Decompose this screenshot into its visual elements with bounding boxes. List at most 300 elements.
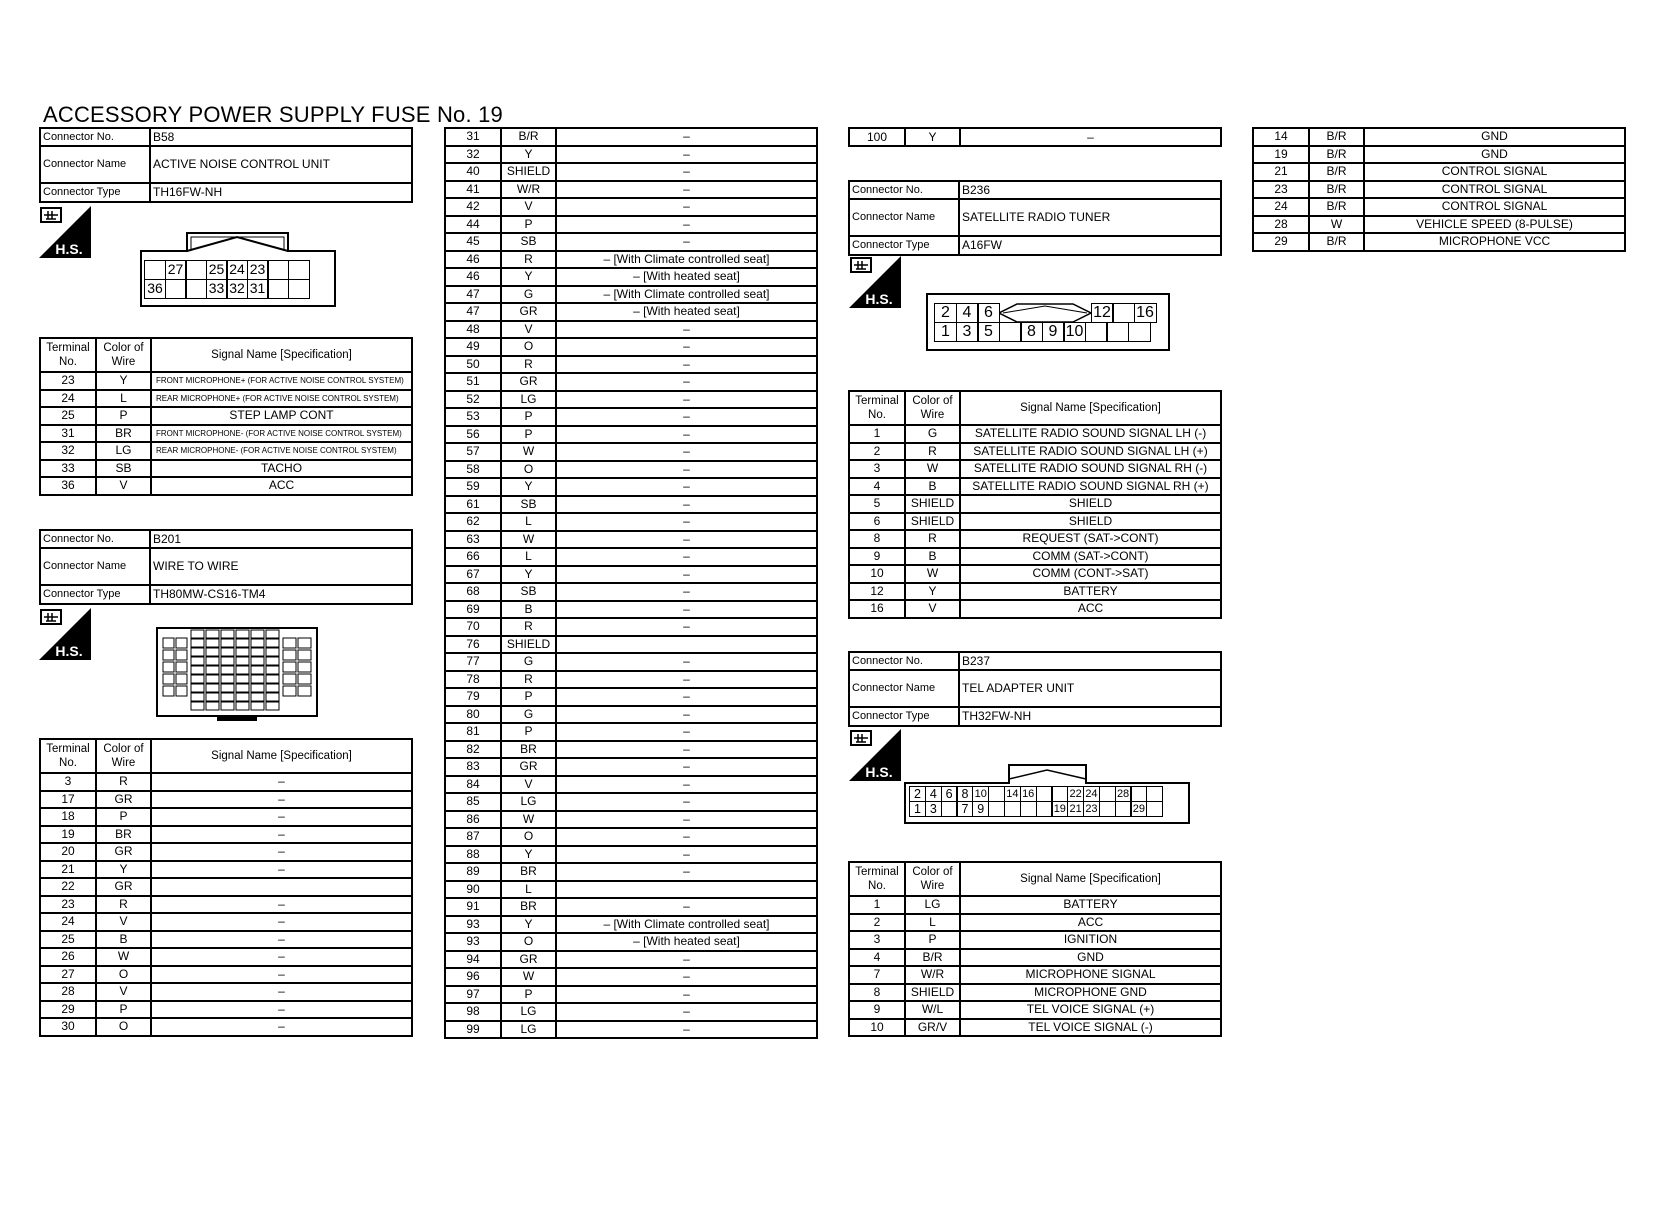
terminal-no: 24: [40, 390, 96, 408]
signal-name: –: [151, 948, 412, 966]
table-row: [849, 914, 1221, 932]
terminal-no: 66: [445, 548, 501, 566]
table-row: [445, 933, 817, 951]
terminal-no: 19: [40, 826, 96, 844]
pin-row-top: [934, 303, 1157, 323]
wire-color: P: [96, 407, 151, 425]
signal-name: –: [556, 1021, 817, 1039]
pin-cavity: [206, 657, 219, 665]
table-row: [445, 548, 817, 566]
signal-name: –: [556, 391, 817, 409]
wire-color: R: [501, 618, 556, 636]
terminal-no: 10: [849, 1019, 905, 1037]
pin-cavity: [206, 630, 219, 638]
terminal-no: 24: [40, 913, 96, 931]
signal-name: –: [556, 478, 817, 496]
signal-name: –: [556, 1003, 817, 1021]
terminal-no: 86: [445, 811, 501, 829]
connector-b236-face: [926, 293, 1170, 351]
signal-name: –: [556, 811, 817, 829]
signal-name: [151, 878, 412, 896]
table-row: [445, 233, 817, 251]
pin: [988, 786, 1005, 802]
terminal-no: 96: [445, 968, 501, 986]
signal-name: –: [960, 128, 1221, 146]
terminal-no: 42: [445, 198, 501, 216]
table-row: [445, 251, 817, 269]
terminal-no: 91: [445, 898, 501, 916]
pin-cavity: [191, 639, 204, 647]
signal-name: BATTERY: [960, 896, 1221, 914]
table-row: [445, 496, 817, 514]
signal-name: –: [556, 968, 817, 986]
pin-cavity: [236, 657, 249, 665]
pin-cavity: [191, 675, 204, 683]
table-row: [1253, 216, 1625, 234]
pin: 29: [1130, 801, 1147, 817]
table-row: [445, 356, 817, 374]
wire-color: LG: [501, 391, 556, 409]
signal-name: GND: [1364, 128, 1625, 146]
pin: 27: [165, 260, 187, 280]
terminal-no: 44: [445, 216, 501, 234]
terminal-no: 45: [445, 233, 501, 251]
pin: [1085, 322, 1108, 342]
signal-name: CONTROL SIGNAL: [1364, 163, 1625, 181]
table-row: [1253, 233, 1625, 251]
wire-color: GR: [501, 303, 556, 321]
connector-b236-info: [848, 180, 1222, 256]
table-row: [40, 843, 412, 861]
terminal-no: 58: [445, 461, 501, 479]
wire-color: V: [501, 776, 556, 794]
pin-cavity: [206, 693, 219, 701]
signal-name: –: [556, 688, 817, 706]
connector-no-value: B201: [150, 530, 412, 548]
hs-badge: H.S.: [55, 241, 83, 257]
wire-color: G: [501, 653, 556, 671]
pin: 33: [206, 279, 228, 299]
terminal-no: 23: [1253, 181, 1309, 199]
pin-row-top: [144, 260, 310, 280]
wire-color: B/R: [1309, 181, 1364, 199]
pin: [185, 260, 207, 280]
table-row: [1253, 146, 1625, 164]
connector-no-value: B237: [959, 652, 1221, 670]
pin: 23: [247, 260, 269, 280]
pin: [941, 801, 958, 817]
signal-name: –: [556, 671, 817, 689]
pin: 3: [925, 801, 942, 817]
pin: [1020, 801, 1037, 817]
wire-color: LG: [96, 442, 151, 460]
connector-name-value: WIRE TO WIRE: [150, 548, 412, 585]
signal-name: –: [556, 373, 817, 391]
pin-cavity: [191, 693, 204, 701]
table-row: [445, 321, 817, 339]
terminal-no: 7: [849, 966, 905, 984]
pin: 5: [977, 322, 1000, 342]
table-row: [445, 881, 817, 899]
wire-color: GR: [501, 951, 556, 969]
table-row: [445, 163, 817, 181]
signal-name: – [With Climate controlled seat]: [556, 251, 817, 269]
wire-color: SHIELD: [905, 495, 960, 513]
table-row: [445, 1003, 817, 1021]
terminal-no: 59: [445, 478, 501, 496]
pin: [1099, 786, 1116, 802]
table-row: [445, 776, 817, 794]
terminal-no: 69: [445, 601, 501, 619]
pin-cavity: [298, 662, 311, 672]
terminal-no: 3: [40, 773, 96, 791]
terminal-no: 8: [849, 530, 905, 548]
pin-cavity: [163, 686, 174, 696]
signal-name: REAR MICROPHONE- (FOR ACTIVE NOISE CONTROL SYSTEM): [151, 442, 412, 460]
table-row: [849, 548, 1221, 566]
signal-name: –: [556, 986, 817, 1004]
pin-cavity: [266, 648, 279, 656]
signal-name: FRONT MICROPHONE+ (FOR ACTIVE NOISE CONTROL SYSTEM): [151, 372, 412, 390]
terminal-no: 48: [445, 321, 501, 339]
pin: [288, 279, 310, 299]
terminal-no: 53: [445, 408, 501, 426]
pin-cavity: [283, 674, 296, 684]
signal-name: –: [556, 846, 817, 864]
pin: 16: [1134, 303, 1157, 323]
table-row: [40, 1001, 412, 1019]
pin-cavity: [266, 630, 279, 638]
wire-color: W: [501, 531, 556, 549]
terminal-no: 9: [849, 1001, 905, 1019]
pin-cavity: [283, 662, 296, 672]
wire-color: GR: [501, 373, 556, 391]
table-row: [445, 898, 817, 916]
wire-color: R: [501, 671, 556, 689]
table-row: [445, 408, 817, 426]
connector-name-value: SATELLITE RADIO TUNER: [959, 199, 1221, 236]
pin-cavity: [191, 666, 204, 674]
signal-name-header: Signal Name [Specification]: [151, 739, 412, 773]
signal-name: ACC: [151, 477, 412, 495]
terminal-no: 99: [445, 1021, 501, 1039]
pin-cavity: [236, 702, 249, 710]
wire-color: SHIELD: [501, 163, 556, 181]
terminal-no: 2: [849, 914, 905, 932]
terminal-no: 1: [849, 896, 905, 914]
pin-cavity: [283, 650, 296, 660]
signal-name: –: [556, 723, 817, 741]
pin-blank: [144, 260, 166, 280]
pin: 10: [1063, 322, 1086, 342]
connector-b58-info: [39, 127, 413, 203]
latch-key: [999, 303, 1091, 323]
terminal-no: 31: [40, 425, 96, 443]
signal-name: MICROPHONE SIGNAL: [960, 966, 1221, 984]
signal-name: –: [556, 583, 817, 601]
pin: [267, 279, 289, 299]
wire-color: B/R: [501, 128, 556, 146]
terminal-no-header: Terminal No.: [849, 862, 905, 896]
signal-name: –: [556, 338, 817, 356]
signal-name: –: [151, 913, 412, 931]
wire-color: GR: [96, 878, 151, 896]
color-of-wire-header: Color of Wire: [905, 391, 960, 425]
wire-color: O: [96, 1018, 151, 1036]
pin: [165, 279, 187, 299]
table-row: [849, 443, 1221, 461]
table-row: [445, 338, 817, 356]
signal-name: – [With heated seat]: [556, 268, 817, 286]
terminal-no: 94: [445, 951, 501, 969]
terminal-no: 21: [1253, 163, 1309, 181]
terminal-no: 81: [445, 723, 501, 741]
table-row: [445, 636, 817, 654]
signal-name: TACHO: [151, 460, 412, 478]
connector-b201-terminal-table: [39, 738, 413, 1037]
pin-cavity: [266, 684, 279, 692]
table-row: [445, 811, 817, 829]
connector-name-value: TEL ADAPTER UNIT: [959, 670, 1221, 707]
pin-cavity: [236, 666, 249, 674]
pin-cavity: [191, 630, 204, 638]
pin-cavity: [221, 657, 234, 665]
wire-color: Y: [501, 478, 556, 496]
signal-name: –: [556, 146, 817, 164]
pin-cavity: [236, 639, 249, 647]
pin: [1099, 801, 1116, 817]
terminal-no: 67: [445, 566, 501, 584]
connector-type-label: Connector Type: [40, 183, 150, 202]
table-row: [849, 966, 1221, 984]
wire-color: G: [905, 425, 960, 443]
table-row: [1253, 163, 1625, 181]
table-row: [445, 828, 817, 846]
pin-cavity: [236, 648, 249, 656]
wire-color: P: [501, 723, 556, 741]
terminal-no: 18: [40, 808, 96, 826]
wire-color: P: [96, 808, 151, 826]
terminal-no: 25: [40, 407, 96, 425]
harness-side-icon: [39, 206, 91, 258]
table-row: [445, 566, 817, 584]
wire-color: B/R: [1309, 163, 1364, 181]
signal-name: –: [151, 808, 412, 826]
table-row: [445, 426, 817, 444]
table-row: [445, 601, 817, 619]
wire-color: O: [501, 828, 556, 846]
table-row: [445, 268, 817, 286]
terminal-no: 90: [445, 881, 501, 899]
pin-cavity: [251, 639, 264, 647]
pin: 32: [226, 279, 248, 299]
connector-name-label: Connector Name: [40, 146, 150, 183]
table-row: [40, 896, 412, 914]
wire-color: V: [96, 477, 151, 495]
wire-color: B: [905, 478, 960, 496]
wire-color: Y: [501, 268, 556, 286]
harness-side-icon: [849, 256, 901, 308]
wire-color: B: [905, 548, 960, 566]
table-row: [445, 863, 817, 881]
table-row: [445, 916, 817, 934]
pin: 14: [1004, 786, 1021, 802]
pin-row-bottom: [934, 322, 1151, 342]
signal-name: [556, 636, 817, 654]
wire-color: O: [501, 933, 556, 951]
signal-name: –: [556, 706, 817, 724]
pin-cavity: [283, 686, 296, 696]
signal-name: REQUEST (SAT->CONT): [960, 530, 1221, 548]
signal-name: –: [556, 443, 817, 461]
connector-type-label: Connector Type: [849, 236, 959, 255]
signal-name: MICROPHONE GND: [960, 984, 1221, 1002]
signal-name: –: [151, 826, 412, 844]
pin: [1106, 322, 1129, 342]
pin-cavity: [266, 639, 279, 647]
table-row: [445, 216, 817, 234]
terminal-no: 28: [1253, 216, 1309, 234]
signal-name: TEL VOICE SIGNAL (+): [960, 1001, 1221, 1019]
terminal-no: 83: [445, 758, 501, 776]
wire-color: LG: [501, 793, 556, 811]
wire-color: R: [96, 896, 151, 914]
pin-cavity: [176, 650, 187, 660]
pin: 9: [1042, 322, 1065, 342]
pin-cavity: [251, 648, 264, 656]
signal-name: SATELLITE RADIO SOUND SIGNAL RH (-): [960, 460, 1221, 478]
wire-color: SB: [501, 496, 556, 514]
page-title: ACCESSORY POWER SUPPLY FUSE No. 19: [43, 102, 503, 127]
table-row: [445, 146, 817, 164]
pin-cavity: [221, 630, 234, 638]
wire-color: Y: [501, 916, 556, 934]
connector-type-value: A16FW: [959, 236, 1221, 255]
connector-type-label: Connector Type: [40, 585, 150, 604]
table-row: [1253, 198, 1625, 216]
terminal-no: 88: [445, 846, 501, 864]
terminal-no: 8: [849, 984, 905, 1002]
terminal-no: 41: [445, 181, 501, 199]
pin-cavity: [206, 639, 219, 647]
signal-name: – [With heated seat]: [556, 303, 817, 321]
wire-color: L: [905, 914, 960, 932]
wire-color: BR: [501, 863, 556, 881]
connector-b201-terminal-table-continued: [444, 127, 818, 1039]
signal-name: –: [556, 181, 817, 199]
pin-cavity: [176, 686, 187, 696]
connector-b237-terminal-table-continued: [1252, 127, 1626, 252]
table-row: [445, 181, 817, 199]
harness-side-icon: [849, 729, 901, 781]
wire-color: GR: [501, 758, 556, 776]
wire-color: Y: [905, 583, 960, 601]
wire-color: O: [501, 461, 556, 479]
pin: [1051, 786, 1068, 802]
connector-no-label: Connector No.: [849, 652, 959, 670]
wire-color: B: [501, 601, 556, 619]
pin-cavity: [266, 666, 279, 674]
wire-color: W: [905, 460, 960, 478]
wire-color: GR: [96, 843, 151, 861]
pin: 36: [144, 279, 166, 299]
wire-color: GR/V: [905, 1019, 960, 1037]
wire-color: V: [501, 198, 556, 216]
table-row: [445, 846, 817, 864]
table-row: [445, 653, 817, 671]
terminal-no: 78: [445, 671, 501, 689]
wire-color: P: [501, 986, 556, 1004]
pin: 6: [977, 303, 1000, 323]
table-row: [445, 286, 817, 304]
signal-name: –: [556, 513, 817, 531]
pin: [267, 260, 289, 280]
table-row: [445, 968, 817, 986]
signal-name: COMM (SAT->CONT): [960, 548, 1221, 566]
wire-color: B/R: [905, 949, 960, 967]
wire-color: V: [905, 600, 960, 618]
pin: [988, 801, 1005, 817]
connector-b58-terminal-table: [39, 337, 413, 496]
wire-color: SB: [96, 460, 151, 478]
signal-name: –: [556, 653, 817, 671]
pin: 8: [956, 786, 973, 802]
wire-color: B: [96, 931, 151, 949]
signal-name: –: [151, 1001, 412, 1019]
terminal-no: 2: [849, 443, 905, 461]
table-row: [849, 984, 1221, 1002]
pin-cavity: [251, 675, 264, 683]
connector-name-label: Connector Name: [849, 199, 959, 236]
pin: 12: [1091, 303, 1114, 323]
table-row: [40, 1018, 412, 1036]
terminal-no: 23: [40, 372, 96, 390]
terminal-no: 85: [445, 793, 501, 811]
connector-type-value: TH80MW-CS16-TM4: [150, 585, 412, 604]
table-row: [40, 878, 412, 896]
wire-color: P: [501, 408, 556, 426]
pin: 22: [1067, 786, 1084, 802]
connector-name-label: Connector Name: [40, 548, 150, 585]
signal-name: SATELLITE RADIO SOUND SIGNAL LH (+): [960, 443, 1221, 461]
table-row: [849, 931, 1221, 949]
signal-name: –: [556, 163, 817, 181]
table-row: [445, 461, 817, 479]
signal-name: VEHICLE SPEED (8-PULSE): [1364, 216, 1625, 234]
table-row: [849, 565, 1221, 583]
signal-name: –: [151, 861, 412, 879]
table-row: [40, 826, 412, 844]
table-row: [1253, 128, 1625, 146]
signal-name: –: [556, 601, 817, 619]
wire-color: R: [501, 356, 556, 374]
wire-color: W: [501, 443, 556, 461]
table-row: [445, 793, 817, 811]
table-row: [40, 808, 412, 826]
table-row: [849, 530, 1221, 548]
pin: [185, 279, 207, 299]
terminal-no: 5: [849, 495, 905, 513]
pin-cavity: [251, 684, 264, 692]
wire-color: BR: [96, 826, 151, 844]
table-row: [445, 373, 817, 391]
terminal-no: 49: [445, 338, 501, 356]
wire-color: GR: [96, 791, 151, 809]
signal-name: –: [556, 566, 817, 584]
signal-name: –: [556, 461, 817, 479]
signal-name: –: [151, 966, 412, 984]
pin: [1146, 786, 1163, 802]
